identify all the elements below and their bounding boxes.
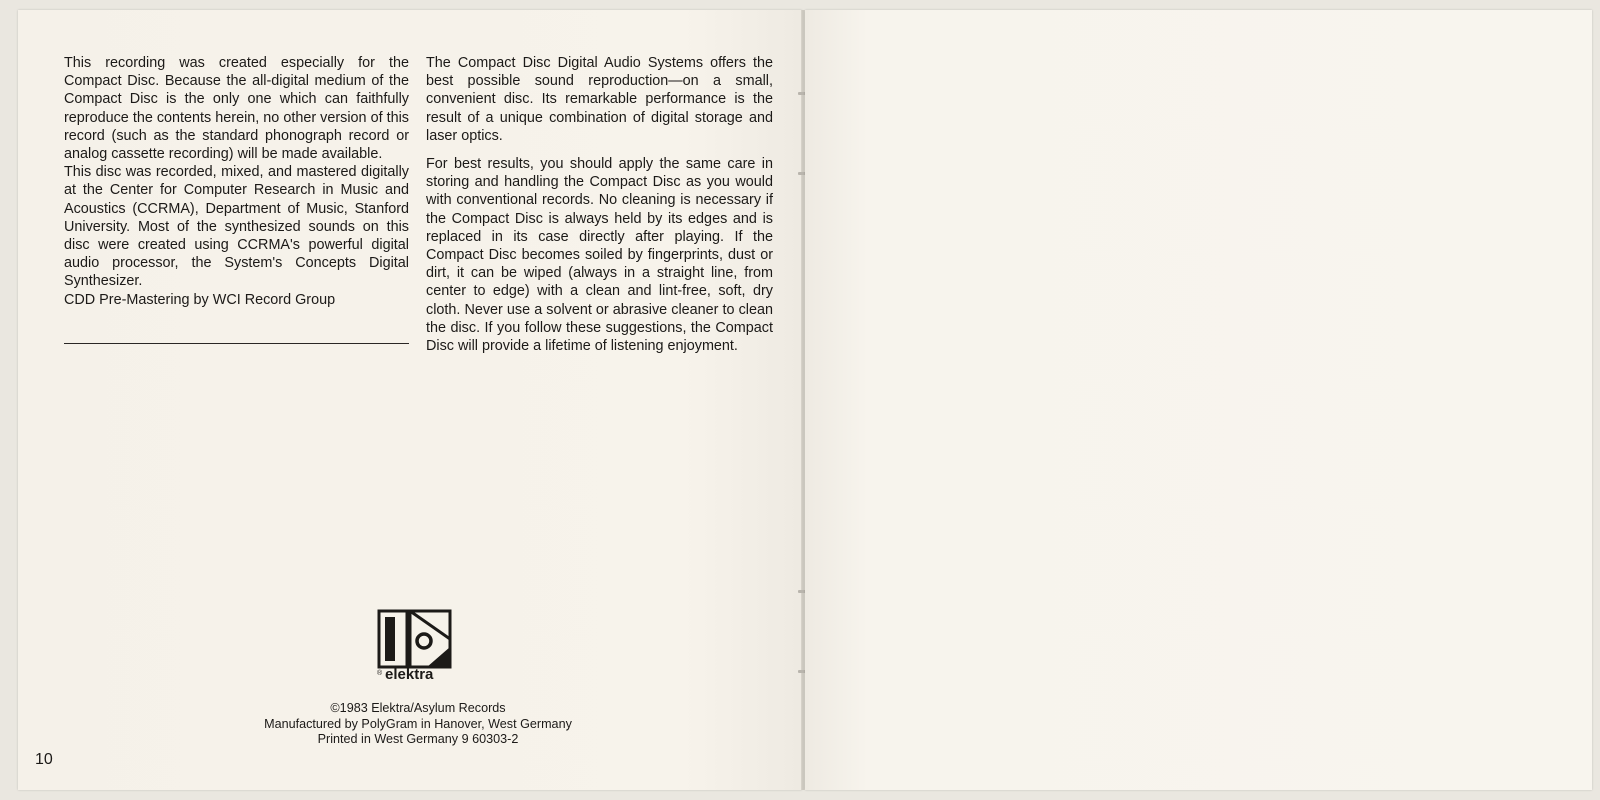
disc-care-paragraph: For best results, you should apply the same care in storing and handling the Compact Disc as you would with conventional records. No cleaning is necessary if the Compact Disc is always held by its edges and is replaced in its case directly after playing. If the Compact Disc becomes soiled by fingerprints, dust or dirt, it can be wiped (always in a straight line, from center to edge) with a clean and lint-free, soft, dry cloth. Never use a solvent or abrasive cleaner to clean the disc. If you follow these suggestions, the Compact Disc will provide a lifetime of listening enjoyment. [426, 156, 773, 355]
right-column [426, 54, 773, 355]
compact-disc-intro-paragraph: The Compact Disc Digital Audio Systems offers the best possible sound reproduction—on a small, convenient disc. Its remarkable performance is the result of a unique combination of digital storage and laser optics. [426, 55, 773, 144]
page-number: 10 [35, 751, 53, 768]
logo-triangle [427, 647, 450, 667]
copyright-line: ©1983 Elektra/Asylum Records [330, 701, 506, 715]
right-page-blank [805, 10, 1592, 790]
logo-wordmark: elektra [385, 666, 434, 683]
logo-bar [385, 617, 395, 661]
logo-registered-mark: ® [377, 670, 383, 677]
recording-note-paragraph: This recording was created especially for the Compact Disc. Because the all-digital medium of the Compact Disc is the only one which can faithfully reproduce the contents herein, no other version of this record (such as the standard phonograph record or analog cassette recording) will be made available. [64, 55, 409, 163]
logo-circle [417, 634, 431, 648]
left-column [64, 54, 409, 309]
column-divider-rule [64, 343, 409, 344]
manufacturer-line: Manufactured by PolyGram in Hanover, West Germany [264, 716, 572, 731]
recording-location-paragraph: This disc was recorded, mixed, and mastered digitally at the Center for Computer Research in Music and Acoustics (CCRMA), Department of Music, Stanford University. Most of the synthesized sounds on this disc were created using CCRMA's powerful digital audio processor, the System's Concepts Digital Synthesizer. [64, 164, 409, 290]
elektra-logo [377, 609, 459, 691]
left-page [18, 10, 802, 790]
premastering-credit: CDD Pre-Mastering by WCI Record Group [64, 291, 336, 308]
printed-line: Printed in West Germany 9 60303-2 [317, 732, 519, 747]
copyright-credits [198, 701, 638, 748]
